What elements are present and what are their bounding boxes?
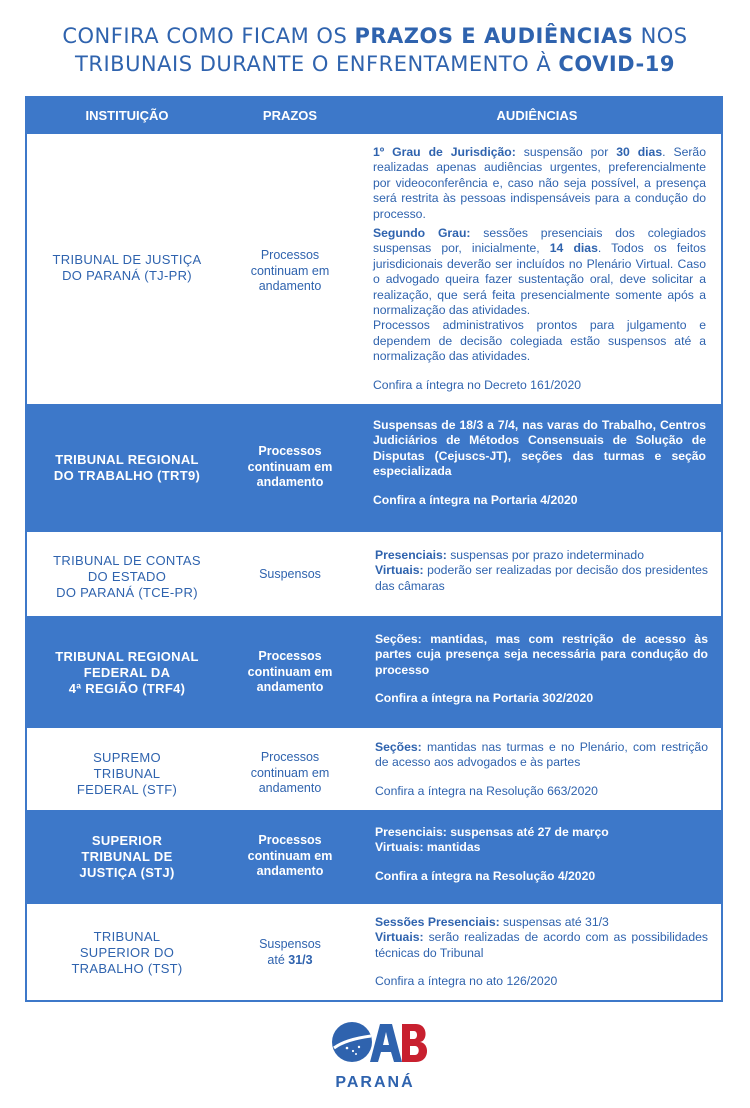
table-row (27, 134, 721, 404)
source-link[interactable]: Confira a íntegra na Portaria 4/2020 (373, 492, 578, 507)
table-row (27, 904, 721, 1000)
institution-cell: TRIBUNAL DE JUSTIÇA DO PARANÁ (TJ-PR) (52, 252, 202, 283)
institution-cell: TRIBUNAL DE CONTAS DO ESTADO DO PARANÁ (TCE-PR) (53, 553, 201, 600)
prazo-cell: Suspensos (259, 567, 321, 581)
source-link[interactable]: Confira a íntegra no Decreto 161/2020 (373, 377, 582, 392)
institution-cell: TRIBUNAL REGIONAL FEDERAL DA 4ª REGIÃO (TRF4) (55, 649, 199, 696)
title-line-2: TRIBUNAIS DURANTE O ENFRENTAMENTO À COVID-19 (75, 52, 675, 76)
institution-cell: SUPREMO TRIBUNAL FEDERAL (STF) (76, 750, 178, 797)
institution-cell: TRIBUNAL REGIONAL DO TRABALHO (TRT9) (53, 452, 201, 483)
page-title (0, 22, 750, 78)
header-prazos: PRAZOS (262, 108, 318, 123)
prazo-cell: Processos continuam em andamento (247, 833, 333, 878)
title-line-1: CONFIRA COMO FICAM OS PRAZOS E AUDIÊNCIAS NOS (62, 24, 688, 48)
prazo-cell: Processos continuam em andamento (247, 649, 333, 694)
source-link[interactable]: Confira a íntegra no ato 126/2020 (375, 974, 558, 989)
table-header (27, 98, 721, 134)
institution-cell: SUPERIOR TRIBUNAL DE JUSTIÇA (STJ) (79, 833, 175, 880)
table-row (27, 404, 721, 532)
audiencias-cell: Presenciais: suspensas até 27 de março Virtuais: mantidas Confira a íntegra na Resolução 4/2020 (375, 825, 708, 884)
header-audiencias: AUDIÊNCIAS (496, 108, 578, 123)
table-row (27, 532, 721, 616)
audiencias-cell: Seções: mantidas, mas com restrição de acesso às partes cuja presença seja necessária para condução do processo Confira a íntegra na Portaria 302/2020 (375, 632, 708, 706)
audiencias-cell: Sessões Presenciais: suspensas até 31/3 Virtuais: serão realizadas de acordo com as possibilidades técnicas do Tribunal Confira a íntegra no ato 126/2020 (375, 915, 708, 989)
audiencias-cell: Suspensas de 18/3 a 7/4, nas varas do Trabalho, Centros Judiciários de Métodos Consensuais de Solução de Disputas (Cejuscs-JT), seções das turmas e seção especializada Confira a íntegra na Portaria 4/2020 (373, 418, 706, 507)
prazo-cell: Suspensos até 31/3 (259, 937, 321, 967)
logo-text: PARANÁ (335, 1074, 415, 1091)
source-link[interactable]: Confira a íntegra na Resolução 4/2020 (375, 868, 596, 883)
prazo-cell: Processos continuam em andamento (250, 248, 330, 293)
source-link[interactable]: Confira a íntegra na Resolução 663/2020 (375, 783, 598, 798)
institution-cell: TRIBUNAL SUPERIOR DO TRABALHO (TST) (71, 929, 183, 976)
prazo-cell: Processos continuam em andamento (250, 750, 330, 795)
audiencias-cell: 1º Grau de Jurisdição: suspensão por 30 dias. Serão realizadas apenas audiências urgentes, preferencialmente por videoconferência e, caso não seja possível, a presença será restrita às pessoas indispensáveis para a condução do processo. Segundo Grau: sessões presenciais dos colegiados suspensas por, inicialmente, 14 dias. Todos os feitos jurisdicionais deverão ser incluídos no Plenário Virtual. Caso o advogado queira fazer sustentação oral, deve solicitar a realização, que será feita presencialmente somente após a normalização das atividades. Processos administrativos prontos para julgamento e dependem de decisão colegiada estão suspensos até a normalização das atividades. Confira a íntegra no Decreto 161/2020 (373, 145, 706, 392)
table-row (27, 810, 721, 904)
source-link[interactable]: Confira a íntegra na Portaria 302/2020 (375, 691, 594, 706)
oab-parana-logo (0, 1018, 750, 1098)
table-row (27, 616, 721, 728)
audiencias-cell: Seções: mantidas nas turmas e no Plenário, com restrição de acesso aos advogados e às partes Confira a íntegra na Resolução 663/2020 (375, 740, 708, 798)
oab-logo-icon (0, 1018, 750, 1098)
header-instituicao: INSTITUIÇÃO (85, 108, 169, 123)
table-row (27, 728, 721, 810)
prazo-cell: Processos continuam em andamento (247, 444, 333, 489)
audiencias-cell: Presenciais: suspensas por prazo indeterminado Virtuais: poderão ser realizadas por decisão dos presidentes das câmaras (375, 548, 708, 593)
courts-table (25, 96, 723, 1002)
